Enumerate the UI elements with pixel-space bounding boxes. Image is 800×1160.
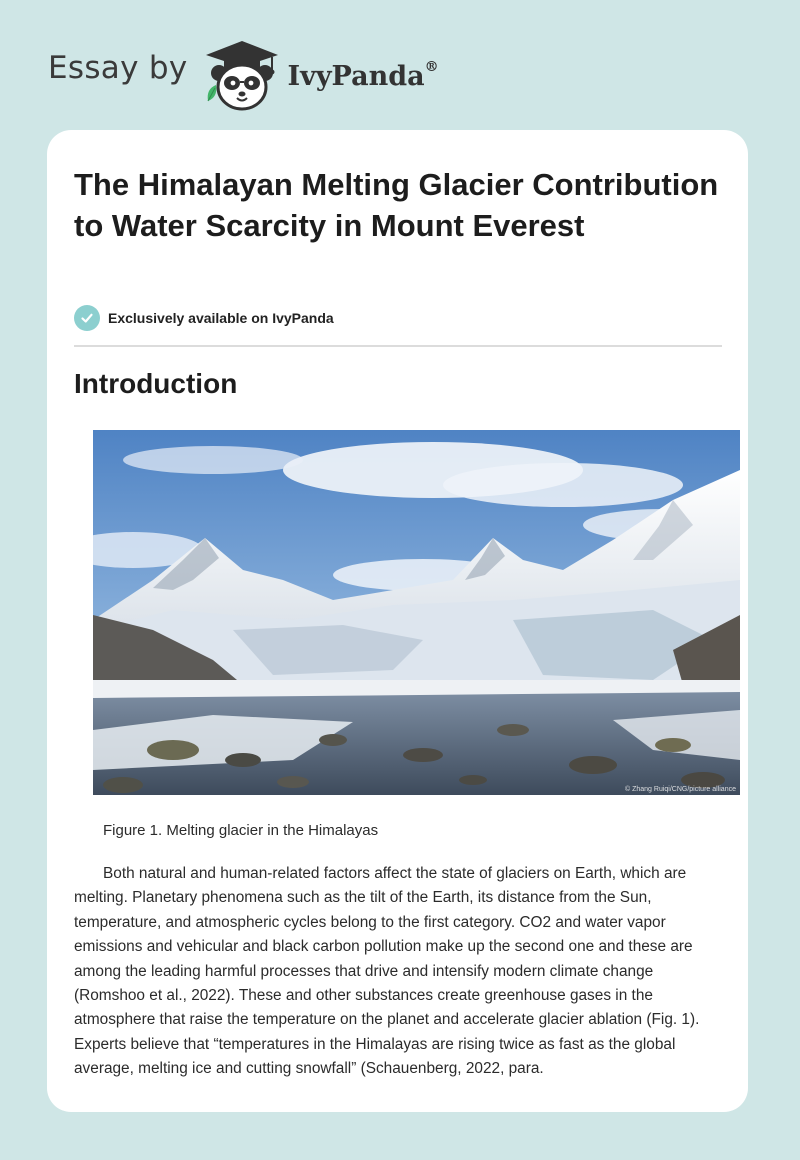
essay-card (47, 130, 748, 1112)
essay-by-label: Essay by (48, 50, 188, 86)
check-circle-icon (74, 305, 100, 331)
site-header (48, 34, 439, 114)
body-paragraph: Both natural and human-related factors affect the state of glaciers on Earth, which are melting. Planetary phenomena such as the tilt of the Earth, its distance from the Sun, temperature, and atmospheric cycles belong to the first category. CO2 and water vapor emissions and vehicular and black carbon pollution make up the second one and these are among the leading harmful processes that drive and intensify modern climate change (Romshoo et al., 2022). These and other substances create greenhouse gases in the atmosphere that raise the temperature on the planet and accelerate glacier ablation (Fig. 1). Experts believe that “temperatures in the Himalayas are rising twice as fast as the global average, melting ice and cutting snowfall” (Schauenberg, 2022, para. (74, 865, 700, 1078)
divider (74, 345, 722, 347)
exclusive-badge-label: Exclusively available on IvyPanda (108, 310, 334, 326)
figure-caption: Figure 1. Melting glacier in the Himalayas (103, 822, 379, 839)
section-heading-introduction: Introduction (74, 368, 238, 399)
exclusive-badge (74, 305, 334, 331)
registered-mark: ® (424, 58, 439, 75)
essay-title: The Himalayan Melting Glacier Contribution to Water Scarcity in Mount Everest (74, 167, 719, 243)
panda-graduation-cap-icon[interactable] (202, 35, 282, 113)
glacier-photo (93, 430, 740, 795)
photo-credit: © Zhang Ruiqi/CNG/picture alliance (625, 786, 736, 793)
brand-name[interactable] (287, 58, 439, 92)
brand-name-text: IvyPanda (287, 60, 425, 92)
